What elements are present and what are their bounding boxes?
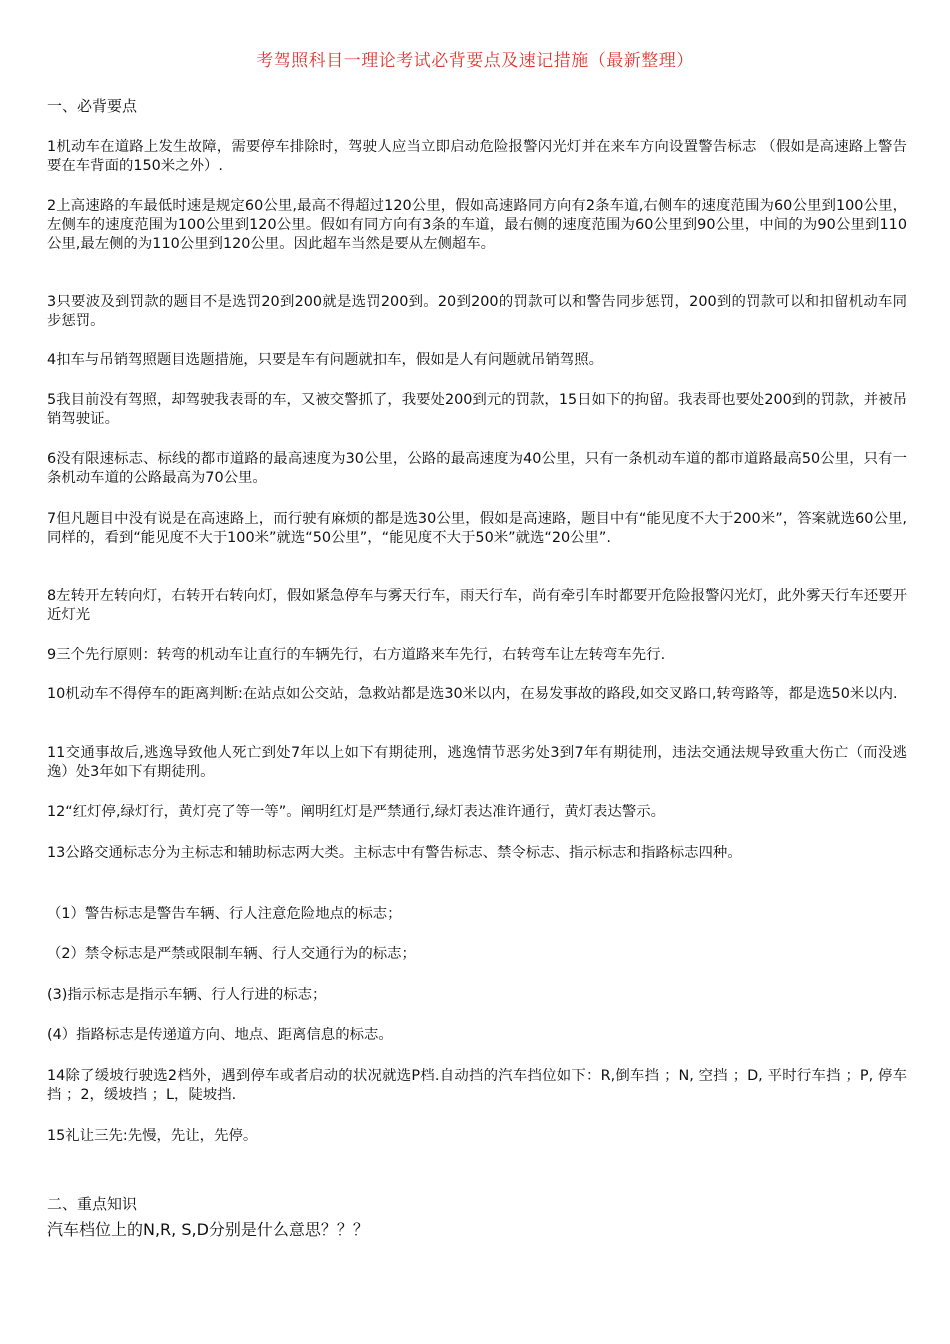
key-point-9: 9三个先行原则：转弯的机动车让直行的车辆先行，右方道路来车先行，右转弯车让左转弯车先行. — [47, 647, 666, 663]
section-heading-key-points: 一、必背要点 — [47, 97, 138, 115]
sign-type-warning: （1）警告标志是警告车辆、行人注意危险地点的标志； — [47, 906, 402, 922]
key-point-10: 10机动车不得停车的距离判断:在站点如公交站，急救站都是选30米以内，在易发事故的路段,如交叉路口,转弯路等，都是选50米以内. — [47, 686, 898, 702]
key-point-8: 8左转开左转向灯，右转开右转向灯，假如紧急停车与雾天行车，雨天行车，尚有牵引车时都要开危险报警闪光灯，此外雾天行车还要开近灯光 — [47, 588, 907, 623]
document-title: 考驾照科目一理论考试必背要点及速记措施（最新整理） — [256, 51, 694, 71]
key-point-11: 11交通事故后,逃逸导致他人死亡到处7年以上如下有期徒刑，逃逸情节恶劣处3到7年有期徒刑，违法交通法规导致重大伤亡（而没逃逸）处3年如下有期徒刑。 — [47, 745, 907, 780]
key-point-1: 1机动车在道路上发生故障，需要停车排除时，驾驶人应当立即启动危险报警闪光灯并在来车方向设置警告标志 （假如是高速路上警告要在车背面的150米之外）. — [47, 139, 907, 174]
key-point-7: 7但凡题目中没有说是在高速路上，而行驶有麻烦的都是选30公里，假如是高速路，题目中有“能见度不大于200米”，答案就选60公里,同样的，看到“能见度不大于100米”就选“50公里”，“能见度不大于50米”就选“20公里”. — [47, 511, 907, 546]
gear-question: 汽车档位上的N,R, S,D分别是什么意思？？？ — [47, 1220, 369, 1239]
sign-type-prohibition: （2）禁令标志是严禁或限制车辆、行人交通行为的标志； — [47, 946, 416, 962]
key-point-4: 4扣车与吊销驾照题目选题措施，只要是车有问题就扣车，假如是人有问题就吊销驾照。 — [47, 352, 604, 368]
key-point-3: 3只要波及到罚款的题目不是选罚20到200就是选罚200到。20到200的罚款可以和警告同步惩罚，200到的罚款可以和扣留机动车同步惩罚。 — [47, 294, 907, 329]
sign-type-guide: (4）指路标志是传递道方向、地点、距离信息的标志。 — [47, 1027, 393, 1043]
key-point-2: 2上高速路的车最低时速是规定60公里,最高不得超过120公里，假如高速路同方向有2条车道,右侧车的速度范围为60公里到100公里，左侧车的速度范围为100公里到120公里。假如有同方向有3条的车道，最右侧的速度范围为60公里到90公里，中间的为90公里到110公里,最左侧的为110公里到120公里。因此超车当然是要从左侧超车。 — [47, 198, 907, 252]
key-point-6: 6没有限速标志、标线的都市道路的最高速度为30公里，公路的最高速度为40公里，只有一条机动车道的都市道路最高50公里，只有一条机动车道的公路最高为70公里。 — [47, 451, 907, 486]
key-point-13: 13公路交通标志分为主标志和辅助标志两大类。主标志中有警告标志、禁令标志、指示标志和指路标志四种。 — [47, 845, 742, 861]
section-heading-key-knowledge: 二、重点知识 — [47, 1195, 138, 1213]
key-point-14: 14除了缓坡行驶选2档外，遇到停车或者启动的状况就选P档.自动挡的汽车挡位如下：R,倒车挡 ；N, 空挡 ；D, 平时行车挡 ；P, 停车挡 ；2，缓坡挡 ；L，陡坡挡. — [47, 1068, 907, 1103]
key-point-5: 5我目前没有驾照，却驾驶我表哥的车，又被交警抓了，我要处200到元的罚款，15日如下的拘留。我表哥也要处200到的罚款，并被吊销驾驶证。 — [47, 392, 907, 427]
key-point-12: 12“红灯停,绿灯行，黄灯亮了等一等”。阐明红灯是严禁通行,绿灯表达准许通行，黄灯表达警示。 — [47, 804, 665, 820]
sign-type-instruction: (3)指示标志是指示车辆、行人行进的标志； — [47, 987, 327, 1003]
key-point-15: 15礼让三先:先慢，先让，先停。 — [47, 1128, 258, 1144]
